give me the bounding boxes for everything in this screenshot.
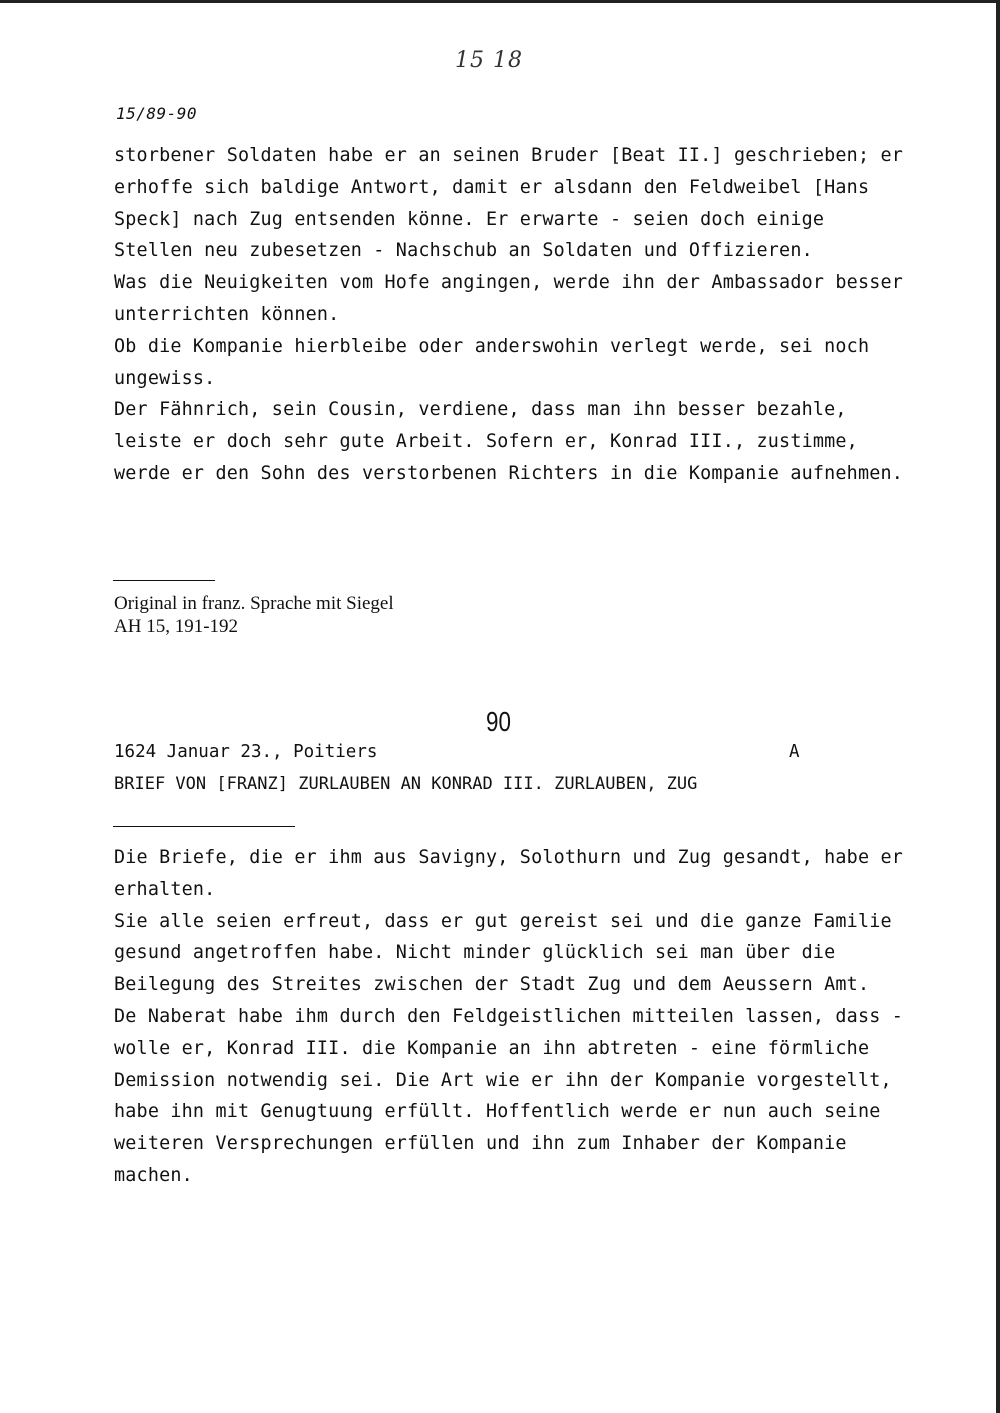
paragraph: Der Fähnrich, sein Cousin, verdiene, dass man ihn besser bezahle, leiste er doch sehr gute Arbeit. Sofern er, Konrad III., zustimme, werde er den Sohn des verstorbenen Richters in die Kompanie aufnehmen.: [114, 399, 904, 484]
paragraph: Die Briefe, die er ihm aus Savigny, Solothurn und Zug gesandt, habe er erhalten.: [114, 847, 904, 900]
letter-category: A: [789, 742, 800, 762]
source-original-line: Original in franz. Sprache mit Siegel: [114, 593, 394, 614]
scan-border-right: [996, 0, 1000, 1413]
scan-border-top: [0, 0, 1000, 3]
paragraph: storbener Soldaten habe er an seinen Bruder [Beat II.] geschrieben; er erhoffe sich baldige Antwort, damit er alsdann den Feldweibel [Hans Speck] nach Zug entsenden könne. Er erwarte - seien doch einige Stellen neu zubesetzen - Nachschub an Soldaten und Offizieren.: [114, 145, 904, 262]
letter-date-place: 1624 Januar 23., Poitiers: [114, 742, 378, 762]
heading-divider: [113, 826, 295, 827]
letter-heading: BRIEF VON [FRANZ] ZURLAUBEN AN KONRAD III. ZURLAUBEN, ZUG: [114, 774, 698, 794]
handwritten-archive-note: 15 18: [455, 48, 523, 73]
paragraph: Sie alle seien erfreut, dass er gut gereist sei und die ganze Familie gesund angetroffen habe. Nicht minder glücklich sei man über die Beilegung des Streites zwischen der Stadt Zug und dem Aeussern Amt.: [114, 910, 892, 996]
source-archive-ref: AH 15, 191-192: [114, 616, 239, 637]
letter1-body: [114, 140, 904, 490]
paragraph: Was die Neuigkeiten vom Hofe angingen, werde ihn der Ambassador besser unterrichten können.: [114, 272, 904, 325]
source-note: [114, 592, 394, 638]
paragraph: De Naberat habe ihm durch den Feldgeistlichen mitteilen lassen, dass - wolle er, Konrad III. die Kompanie an ihn abtreten - eine förmliche Demission notwendig sei. Die Art wie er ihn der Kompanie vorgestellt, habe ihn mit Genugtuung erfüllt. Hoffentlich werde er nun auch seine weiteren Versprechungen erfüllen und ihn zum Inhaber der Kompanie machen.: [114, 1005, 904, 1186]
paragraph: Ob die Kompanie hierbleibe oder anderswohin verlegt werde, sei noch ungewiss.: [114, 335, 870, 389]
letter2-body: [114, 842, 904, 1192]
letter-number: 90: [486, 706, 511, 737]
footnote-divider: [113, 580, 215, 581]
document-number: 15/89-90: [116, 104, 198, 123]
